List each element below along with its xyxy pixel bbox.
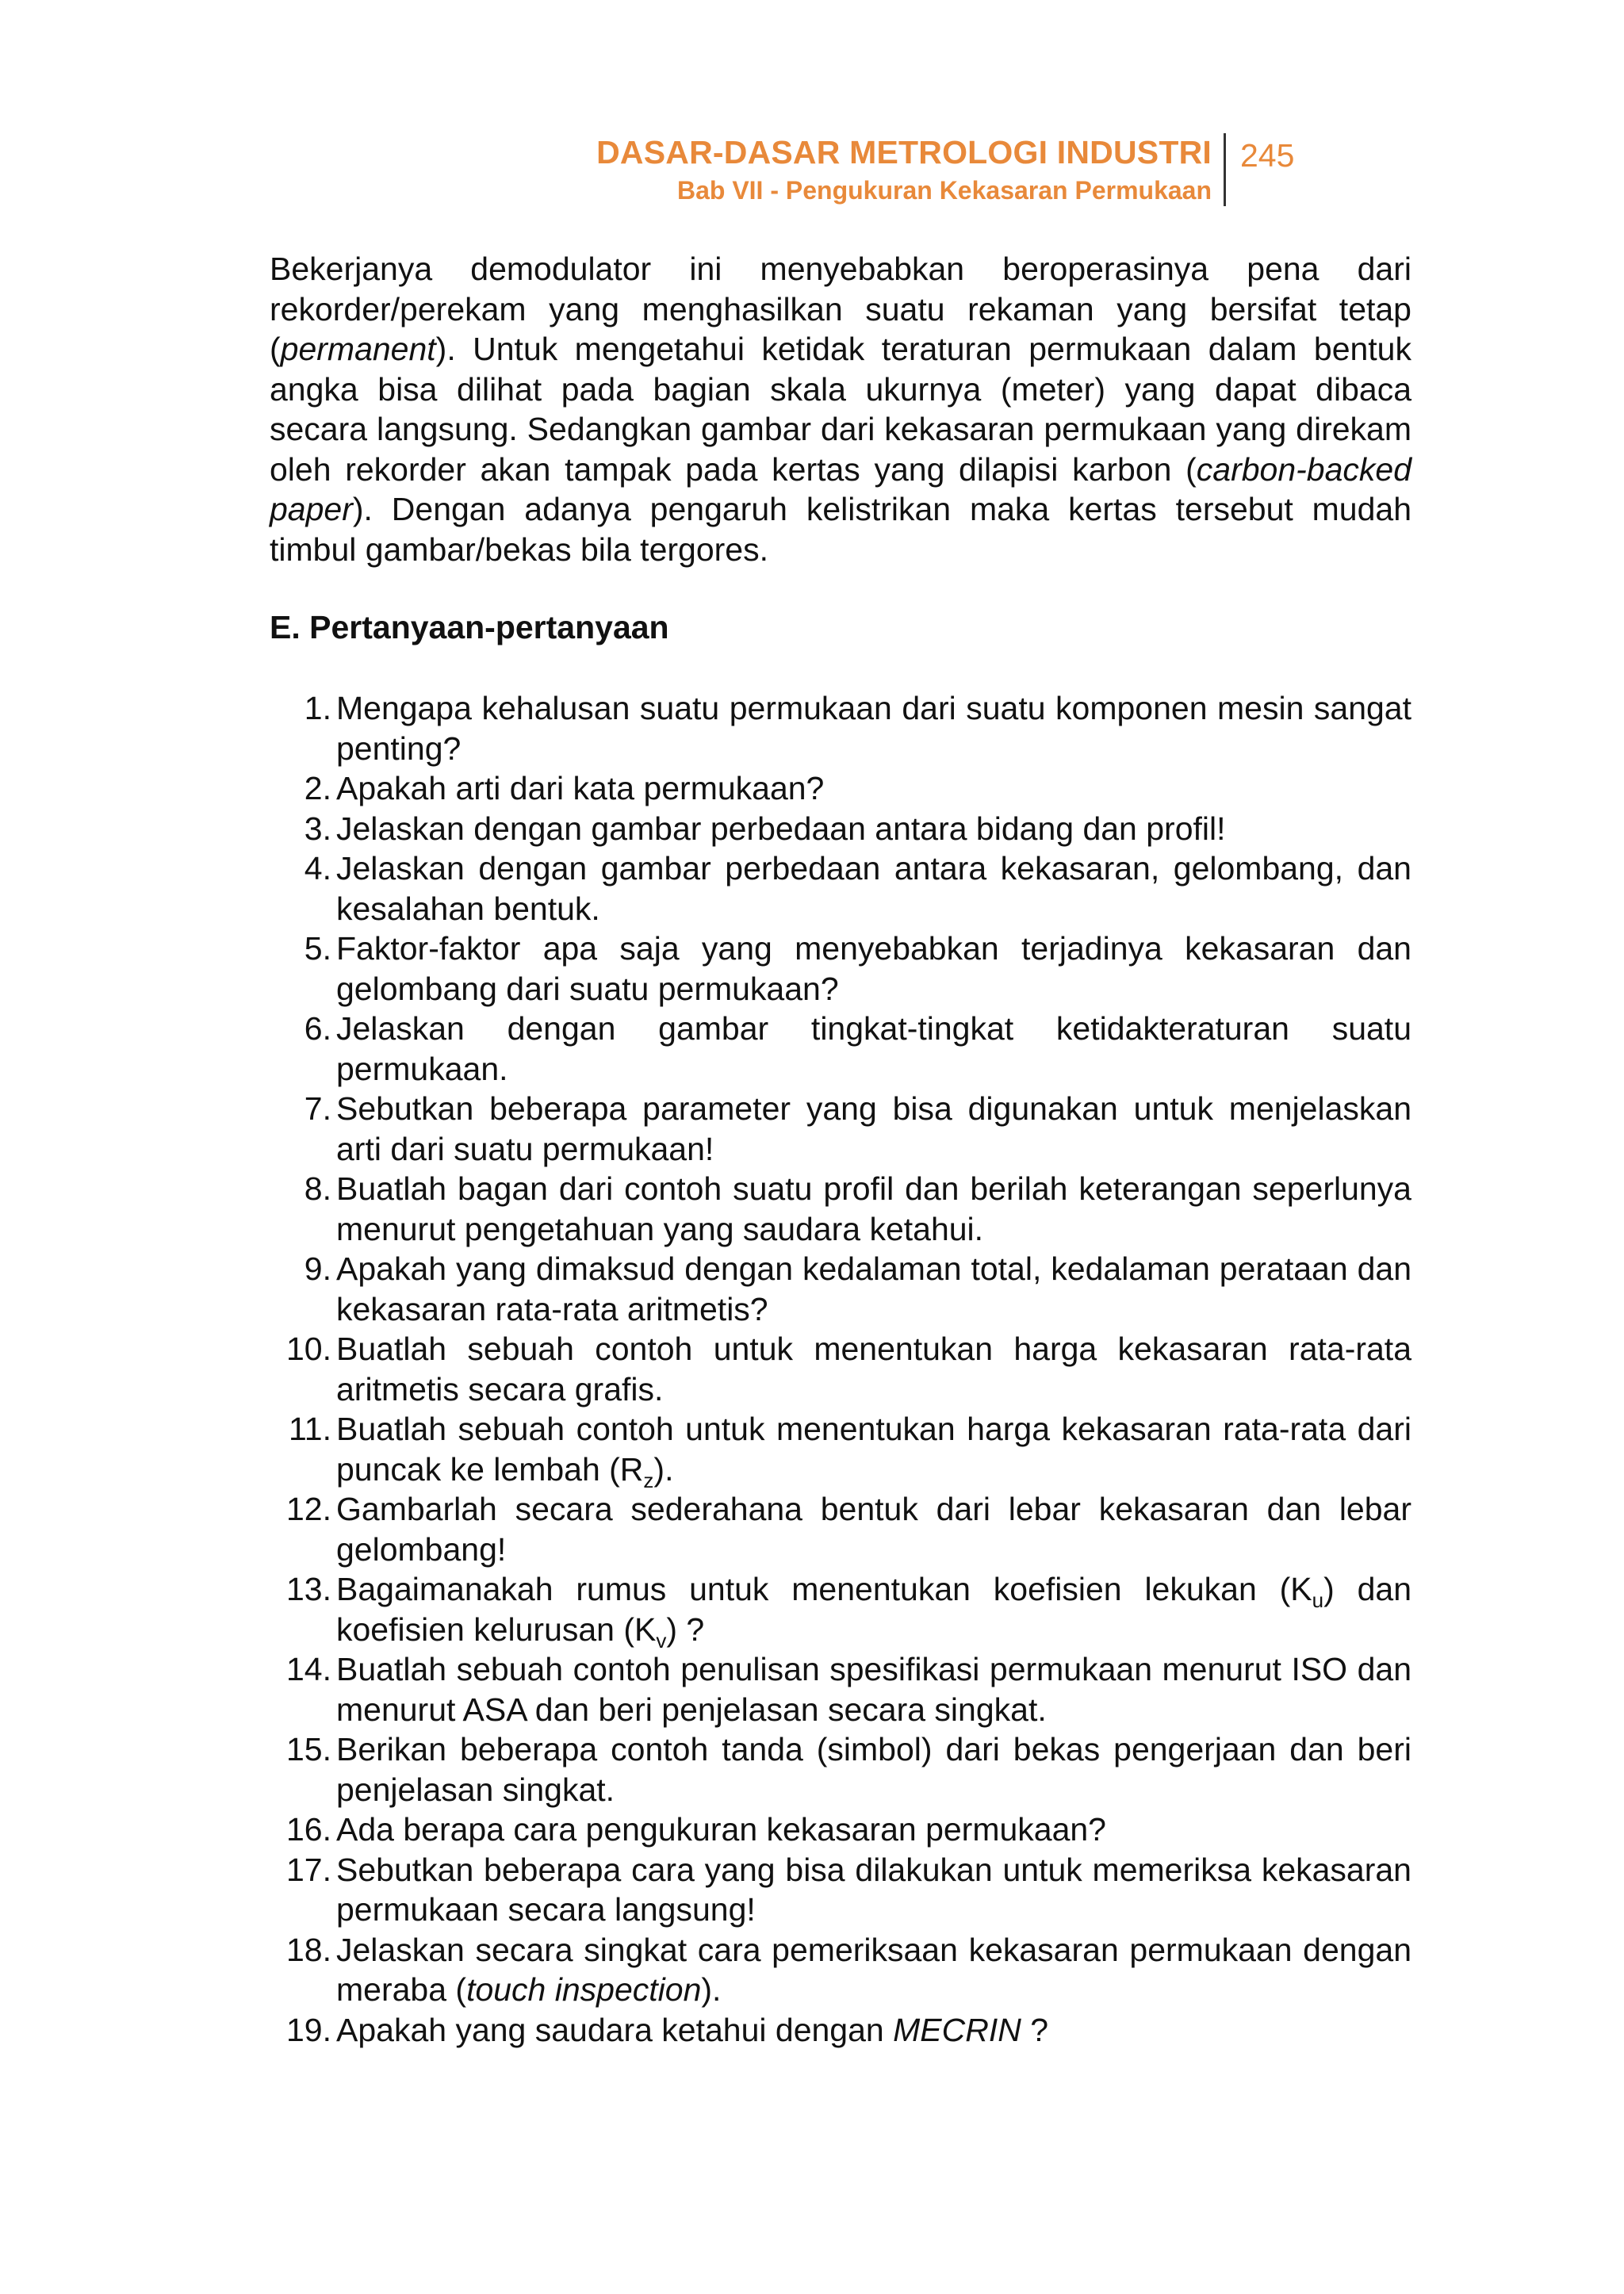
list-item: [270, 1329, 1411, 1409]
item-text-part: ) ?: [666, 1610, 705, 1648]
item-text: [336, 1569, 1412, 1653]
italic-term: MECRIN: [893, 2011, 1021, 2048]
item-number: 9.: [304, 1250, 331, 1287]
list-item: [270, 1489, 1411, 1569]
item-number: 6.: [304, 1010, 331, 1047]
list-item: [270, 1169, 1411, 1249]
list-item: [270, 688, 1411, 768]
list-item: [270, 768, 1411, 809]
item-text: Jelaskan dengan gambar tingkat-tingkat ketidakteraturan suatu permukaan.: [336, 1010, 1411, 1087]
paragraph-text: Bekerjanya demodulator ini menyebabkan beroperasinya pena dari rekorder/perekam yang menghasilkan suatu rekaman yang bersifat tetap (: [270, 251, 1411, 367]
item-number: 7.: [304, 1090, 331, 1127]
item-text: Buatlah sebuah contoh untuk menentukan harga kekasaran rata-rata aritmetis secara grafis.: [336, 1331, 1411, 1407]
item-text: Faktor-faktor apa saja yang menyebabkan terjadinya kekasaran dan gelombang dari suatu permukaan?: [336, 930, 1411, 1007]
item-number: 10.: [286, 1331, 331, 1367]
list-item: [270, 1569, 1412, 1653]
item-number: 3.: [304, 810, 331, 847]
list-item: [270, 929, 1411, 1009]
item-text: Ada berapa cara pengukuran kekasaran permukaan?: [336, 1811, 1106, 1848]
page-content: [270, 249, 1411, 2050]
item-text-part: Buatlah sebuah contoh untuk menentukan harga kekasaran rata-rata dari puncak ke lembah (R: [336, 1411, 1411, 1488]
question-list: [270, 688, 1411, 2050]
item-text-part: Jelaskan secara singkat cara pemeriksaan kekasaran permukaan dengan meraba (: [336, 1931, 1411, 2008]
item-text: Jelaskan dengan gambar perbedaan antara bidang dan profil!: [336, 810, 1226, 847]
item-number: 17.: [286, 1851, 331, 1888]
book-title: DASAR-DASAR METROLOGI INDUSTRI: [596, 134, 1212, 170]
italic-term: touch inspection: [466, 1971, 702, 2008]
item-text: Gambarlah secara sederahana bentuk dari lebar kekasaran dan lebar gelombang!: [336, 1491, 1411, 1568]
list-item: [270, 1810, 1411, 1850]
item-number: 16.: [286, 1811, 331, 1848]
item-text: Jelaskan dengan gambar perbedaan antara kekasaran, gelombang, dan kesalahan bentuk.: [336, 850, 1411, 927]
item-number: 2.: [304, 770, 331, 806]
header-titles: [596, 132, 1212, 208]
item-text-part: ).: [701, 1971, 722, 2008]
item-text: [336, 1930, 1411, 2010]
paragraph-italic-term: permanent: [280, 331, 436, 367]
item-text: Sebutkan beberapa parameter yang bisa digunakan untuk menjelaskan arti dari suatu permukaan!: [336, 1090, 1411, 1167]
list-item: [270, 2010, 1411, 2051]
item-number: 5.: [304, 930, 331, 967]
subscript-u: u: [1312, 1588, 1324, 1613]
item-text: Sebutkan beberapa cara yang bisa dilakukan untuk memeriksa kekasaran permukaan secara langsung!: [336, 1851, 1411, 1928]
item-text: [336, 1409, 1411, 1492]
body-paragraph: [270, 249, 1411, 569]
item-text: Apakah arti dari kata permukaan?: [336, 770, 825, 806]
subscript-v: v: [656, 1628, 667, 1653]
page-header: [0, 132, 1624, 211]
list-item: [270, 1729, 1411, 1810]
item-number: 4.: [304, 850, 331, 887]
list-item: [270, 1009, 1411, 1089]
item-text: Buatlah sebuah contoh penulisan spesifikasi permukaan menurut ISO dan menurut ASA dan beri penjelasan secara singkat.: [336, 1651, 1411, 1728]
item-text: Apakah yang dimaksud dengan kedalaman total, kedalaman perataan dan kekasaran rata-rata aritmetis?: [336, 1250, 1411, 1327]
header-divider: [1224, 133, 1226, 206]
item-text: Mengapa kehalusan suatu permukaan dari suatu komponen mesin sangat penting?: [336, 690, 1411, 767]
subscript-z: z: [643, 1468, 654, 1492]
item-text-part: Bagaimanakah rumus untuk menentukan koefisien lekukan (K: [336, 1571, 1312, 1607]
item-text-part: ) dan koefisien kelurusan (K: [336, 1571, 1412, 1648]
item-number: 15.: [286, 1731, 331, 1767]
list-item: [270, 1249, 1411, 1329]
list-item: [270, 1930, 1411, 2010]
item-text-part: ).: [653, 1450, 674, 1488]
paragraph-text: ). Dengan adanya pengaruh kelistrikan maka kertas tersebut mudah timbul gambar/bekas bila tergores.: [270, 491, 1411, 568]
item-text: Buatlah bagan dari contoh suatu profil dan berilah keterangan seperlunya menurut pengetahuan yang saudara ketahui.: [336, 1170, 1411, 1247]
list-item: [270, 1089, 1411, 1169]
item-text: Berikan beberapa contoh tanda (simbol) dari bekas pengerjaan dan beri penjelasan singkat.: [336, 1731, 1411, 1808]
list-item: [270, 809, 1411, 849]
paragraph-text: ). Untuk mengetahui ketidak teraturan permukaan dalam bentuk angka bisa dilihat pada bagian skala ukurnya (meter) yang dapat dibaca secara langsung. Sedangkan gambar dari kekasaran permukaan yang direkam oleh rekorder akan tampak pada kertas yang dilapisi karbon (: [270, 331, 1411, 488]
item-number: 18.: [286, 1931, 331, 1968]
item-number: 14.: [286, 1651, 331, 1687]
item-number: 11.: [289, 1411, 331, 1447]
item-text: [336, 2010, 1411, 2051]
item-text-part: Apakah yang saudara ketahui dengan: [336, 2011, 894, 2048]
paragraph-italic-term: carbon-backed paper: [270, 450, 1411, 527]
item-number: 12.: [286, 1491, 331, 1527]
list-item: [270, 1850, 1411, 1930]
chapter-title: Bab VII - Pengukuran Kekasaran Permukaan: [676, 176, 1212, 205]
item-number: 1.: [304, 690, 331, 726]
item-text-part: ?: [1021, 2011, 1049, 2048]
page-number: 245: [1240, 137, 1295, 174]
item-number: 19.: [286, 2011, 331, 2048]
list-item: [270, 1409, 1411, 1492]
list-item: [270, 848, 1411, 929]
section-heading: E. Pertanyaan-pertanyaan: [270, 609, 669, 645]
item-number: 8.: [304, 1170, 331, 1207]
item-number: 13.: [286, 1571, 331, 1607]
list-item: [270, 1649, 1411, 1729]
